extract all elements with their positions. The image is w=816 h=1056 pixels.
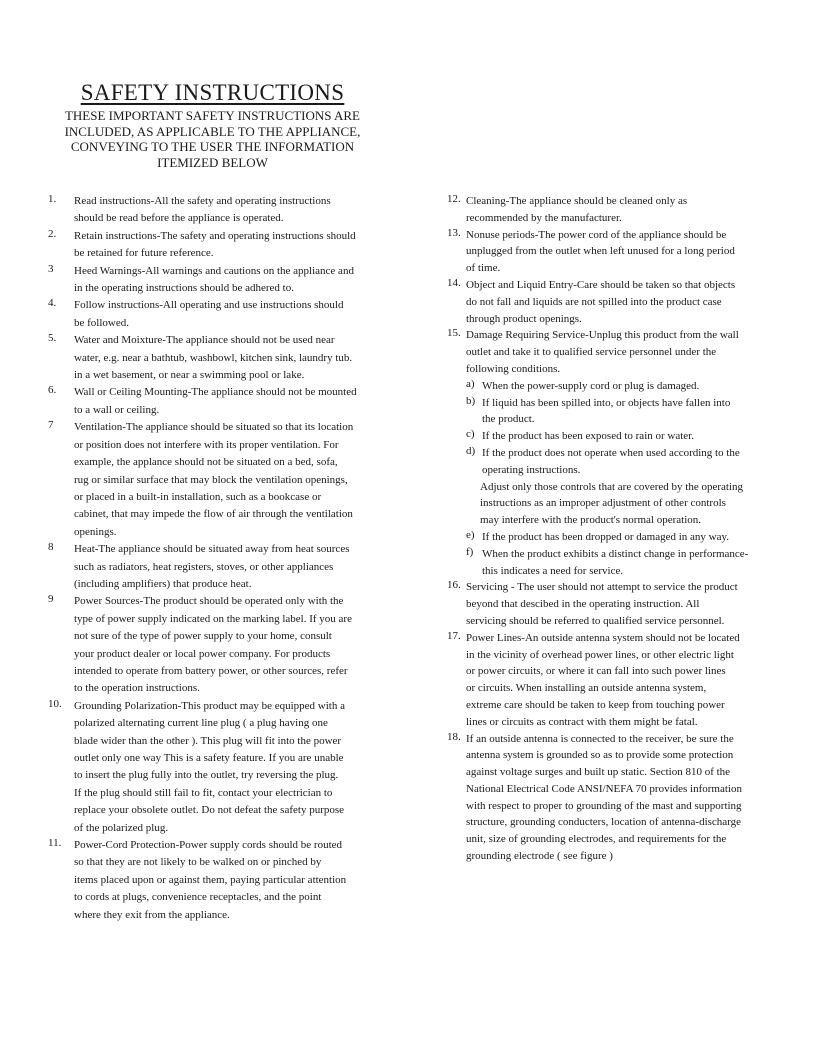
text-line: cabinet, that may impede the flow of air through the ventilation — [74, 508, 353, 521]
text-line: Heat-The appliance should be situated away from heat sources — [74, 543, 350, 556]
text-line: of time. — [466, 262, 501, 275]
text-line: items placed upon or against them, paying particular attention — [74, 873, 347, 886]
item-number: 4. — [48, 297, 57, 310]
condition-text — [482, 445, 792, 479]
text-line: Grounding Polarization-This product may be equipped with a — [74, 699, 345, 712]
text-line: blade wider than the other ). This plug will fit into the power — [74, 734, 342, 747]
item-text — [466, 579, 792, 629]
item-text — [74, 193, 420, 228]
document-header — [40, 80, 385, 170]
text-line: type of power supply indicated on the marking label. If you are — [74, 612, 352, 625]
text-line: (including amplifiers) that produce heat. — [74, 577, 252, 590]
instruction-item — [48, 332, 420, 384]
text-line: When the product exhibits a distinct change in performance- — [482, 547, 749, 560]
text-line: be retained for future reference. — [74, 247, 214, 260]
condition-label: f) — [466, 545, 474, 558]
condition-label: a) — [466, 377, 475, 390]
text-line: through product openings. — [466, 312, 582, 325]
text-line: instructions as an improper adjustment of other controls — [480, 497, 726, 510]
item-number: 17. — [447, 629, 461, 642]
item-text — [74, 698, 420, 837]
text-line: If the product has been exposed to rain or water. — [482, 430, 694, 443]
text-line: structure, grounding conducters, location of antenna-discharge — [466, 816, 742, 829]
text-line: polarized alternating current line plug ( a plug having one — [74, 717, 328, 730]
text-line: in the vicinity of overhead power lines, or other electric light — [466, 648, 734, 661]
text-line: Nonuse periods-The power cord of the appliance should be — [466, 228, 727, 241]
condition-item — [466, 395, 792, 429]
instruction-item — [48, 593, 420, 697]
text-line: lines or circuits as contract with them might be fatal. — [466, 715, 698, 728]
text-line: Follow instructions-All operating and use instructions should — [74, 299, 344, 312]
text-line: or placed in a built-in installation, such as a bookcase or — [74, 490, 322, 503]
item-text — [74, 419, 420, 541]
instruction-item — [48, 837, 420, 924]
condition-label: d) — [466, 444, 476, 457]
item-text — [466, 731, 792, 865]
text-line: If the product has been dropped or damaged in any way. — [482, 530, 730, 543]
text-line: may interfere with the product's normal operation. — [480, 514, 701, 527]
item-text — [74, 593, 420, 697]
condition-text — [482, 546, 792, 580]
subtitle-line: INCLUDED, AS APPLICABLE TO THE APPLIANCE, — [64, 123, 361, 139]
subtitle-line: ITEMIZED BELOW — [157, 154, 268, 170]
condition-note — [480, 479, 792, 529]
text-line: Power-Cord Protection-Power supply cords should be routed — [74, 839, 343, 852]
text-line: When the power-supply cord or plug is damaged. — [482, 379, 700, 392]
subtitle-line: CONVEYING TO THE USER THE INFORMATION — [70, 139, 355, 155]
text-line: to a wall or ceiling. — [74, 403, 160, 416]
item-number: 1. — [48, 193, 57, 205]
text-line: Water and Moixture-The appliance should not be used near — [74, 334, 335, 347]
item-number: 12. — [447, 193, 461, 205]
text-line: example, the applance should not be situated on a bed, sofa, — [74, 456, 338, 469]
instruction-item — [48, 228, 420, 263]
instruction-item — [447, 327, 792, 377]
item-text — [74, 837, 420, 924]
text-line: Adjust only those controls that are covered by the operating — [480, 480, 744, 493]
item-number: 10. — [48, 697, 62, 710]
text-line: If an outside antenna is connected to the receiver, be sure the — [466, 732, 734, 745]
text-line: antenna system is grounded so as to provide some protection — [466, 749, 734, 762]
instruction-item — [48, 541, 420, 593]
text-line: to insert the plug fully into the outlet, try reversing the plug. — [74, 769, 339, 782]
instruction-item — [48, 263, 420, 298]
text-line: outlet only one way This is a safety feature. If you are unable — [74, 752, 344, 764]
text-line: water, e.g. near a bathtub, washbowl, kitchen sink, laundry tub. — [74, 351, 353, 364]
instruction-item — [447, 731, 792, 865]
text-line: Heed Warnings-All warnings and cautions on the appliance and — [74, 264, 354, 277]
instruction-item — [447, 277, 792, 327]
text-line: such as radiators, heat registers, stoves, or other appliances — [74, 560, 334, 573]
text-line: in the operating instructions should be adhered to. — [74, 282, 294, 295]
text-line: Servicing - The user should not attempt to service the product — [466, 581, 738, 594]
text-line: against voltage surges and built up static. Section 810 of the — [466, 766, 731, 779]
text-line: Power Lines-An outside antenna system should not be located — [466, 631, 740, 644]
text-line: your product dealer or local power company. For products — [74, 647, 331, 660]
text-line: Cleaning-The appliance should be cleaned only as — [466, 195, 688, 207]
text-line: in a wet basement, or near a swimming pool or lake. — [74, 369, 305, 382]
instruction-item — [447, 227, 792, 277]
item-number: 11. — [48, 837, 62, 850]
text-line: replace your obsolete outlet. Do not defeat the safety purpose — [74, 804, 345, 817]
text-line: be followed. — [74, 316, 129, 329]
condition-item — [466, 428, 792, 445]
instruction-item — [48, 698, 420, 837]
text-line: servicing should be referred to qualified service personnel. — [466, 614, 725, 627]
item-number: 13. — [447, 226, 461, 239]
text-line: to the operation instructions. — [74, 682, 200, 695]
text-line: or position does not interfere with its proper ventilation. For — [74, 438, 339, 451]
page-title: SAFETY INSTRUCTIONS — [80, 80, 345, 105]
text-line: Read instructions-All the safety and operating instructions — [74, 195, 331, 207]
text-line: or circuits. When installing an outside antenna system, — [466, 682, 707, 695]
item-text — [74, 384, 420, 419]
item-text — [466, 327, 792, 377]
text-line: beyond that descibed in the operating instruction. All — [466, 598, 700, 611]
text-line: where they exit from the appliance. — [74, 908, 230, 921]
text-line: openings. — [74, 525, 117, 538]
text-line: following conditions. — [466, 362, 561, 375]
text-line: Wall or Ceiling Mounting-The appliance should not be mounted — [74, 386, 357, 399]
text-line: with respect to proper to grounding of the mast and supporting — [466, 799, 742, 812]
text-line: If the product does not operate when used according to the — [482, 446, 740, 459]
item-number: 6. — [48, 384, 57, 397]
right-column — [447, 193, 792, 865]
item-number: 5. — [48, 332, 57, 345]
text-line: to cords at plugs, convenience receptacles, and the point — [74, 891, 322, 904]
condition-label: c) — [466, 428, 475, 441]
condition-item — [466, 546, 792, 580]
instruction-item — [447, 579, 792, 629]
item-number: 14. — [447, 276, 461, 289]
item-number: 8 — [48, 541, 54, 554]
item-text — [74, 228, 420, 263]
text-line: so that they are not likely to be walked on or pinched by — [74, 856, 322, 869]
instruction-item — [48, 193, 420, 228]
item-text — [466, 193, 792, 227]
item-text — [74, 263, 420, 298]
condition-text — [482, 529, 792, 546]
condition-text — [482, 378, 792, 395]
text-line: the product. — [482, 413, 535, 426]
instruction-item — [48, 419, 420, 541]
text-line: not sure of the type of power supply to your home, consult — [74, 630, 332, 643]
text-line: National Electrical Code ANSI/NEFA 70 provides information — [466, 782, 742, 795]
text-line: If the plug should still fail to fit, contact your electrician to — [74, 786, 333, 799]
item-text — [466, 277, 792, 327]
condition-label: e) — [466, 528, 475, 541]
text-line: Retain instructions-The safety and operating instructions should — [74, 229, 356, 242]
item-number: 18. — [447, 730, 461, 743]
text-line: should be read before the appliance is operated. — [74, 212, 284, 225]
subtitle-line: THESE IMPORTANT SAFETY INSTRUCTIONS ARE — [64, 108, 361, 123]
item-text — [466, 630, 792, 731]
condition-item — [466, 445, 792, 479]
text-line: Ventilation-The appliance should be situated so that its location — [74, 421, 354, 434]
left-column — [48, 193, 420, 924]
item-number: 16. — [447, 579, 461, 592]
text-line: Damage Requiring Service-Unplug this product from the wall — [466, 329, 739, 342]
text-line: If liquid has been spilled into, or objects have fallen into — [482, 396, 731, 409]
item-text — [74, 297, 420, 332]
condition-label: b) — [466, 394, 476, 407]
text-line: grounding electrode ( see figure ) — [466, 850, 613, 863]
text-line: this indicates a need for service. — [482, 564, 624, 577]
condition-item — [466, 378, 792, 395]
instruction-item — [48, 384, 420, 419]
item-number: 3 — [48, 262, 54, 275]
text-line: rug or similar surface that may block the ventilation openings, — [74, 473, 348, 486]
item-number: 2. — [48, 227, 57, 240]
text-line: unit, size of grounding electrodes, and requirements for the — [466, 833, 727, 846]
subtitle — [40, 108, 385, 170]
text-line: intended to operate from battery power, or other sources, refer — [74, 664, 348, 677]
item-number: 9 — [48, 593, 54, 606]
instruction-item — [48, 297, 420, 332]
item-text — [466, 227, 792, 277]
item-text — [74, 332, 420, 384]
text-line: do not fall and liquids are not spilled into the product case — [466, 295, 722, 308]
condition-item — [466, 529, 792, 546]
item-text — [74, 541, 420, 593]
text-line: unplugged from the outlet when left unused for a long period — [466, 245, 735, 258]
text-line: or power circuits, or where it can fall into such power lines — [466, 665, 726, 678]
text-line: outlet and take it to qualified service personnel under the — [466, 346, 717, 359]
text-line: Power Sources-The product should be operated only with the — [74, 595, 344, 608]
text-line: recommended by the manufacturer. — [466, 211, 622, 224]
text-line: operating instructions. — [482, 463, 581, 476]
instruction-item — [447, 193, 792, 227]
item-number: 7 — [48, 419, 54, 432]
item-number: 15. — [447, 327, 461, 340]
text-line: of the polarized plug. — [74, 821, 169, 834]
condition-text — [482, 428, 792, 445]
condition-text — [482, 395, 792, 429]
text-line: extreme care should be taken to keep from touching power — [466, 698, 725, 711]
instruction-item — [447, 630, 792, 731]
text-line: Object and Liquid Entry-Care should be taken so that objects — [466, 278, 736, 291]
